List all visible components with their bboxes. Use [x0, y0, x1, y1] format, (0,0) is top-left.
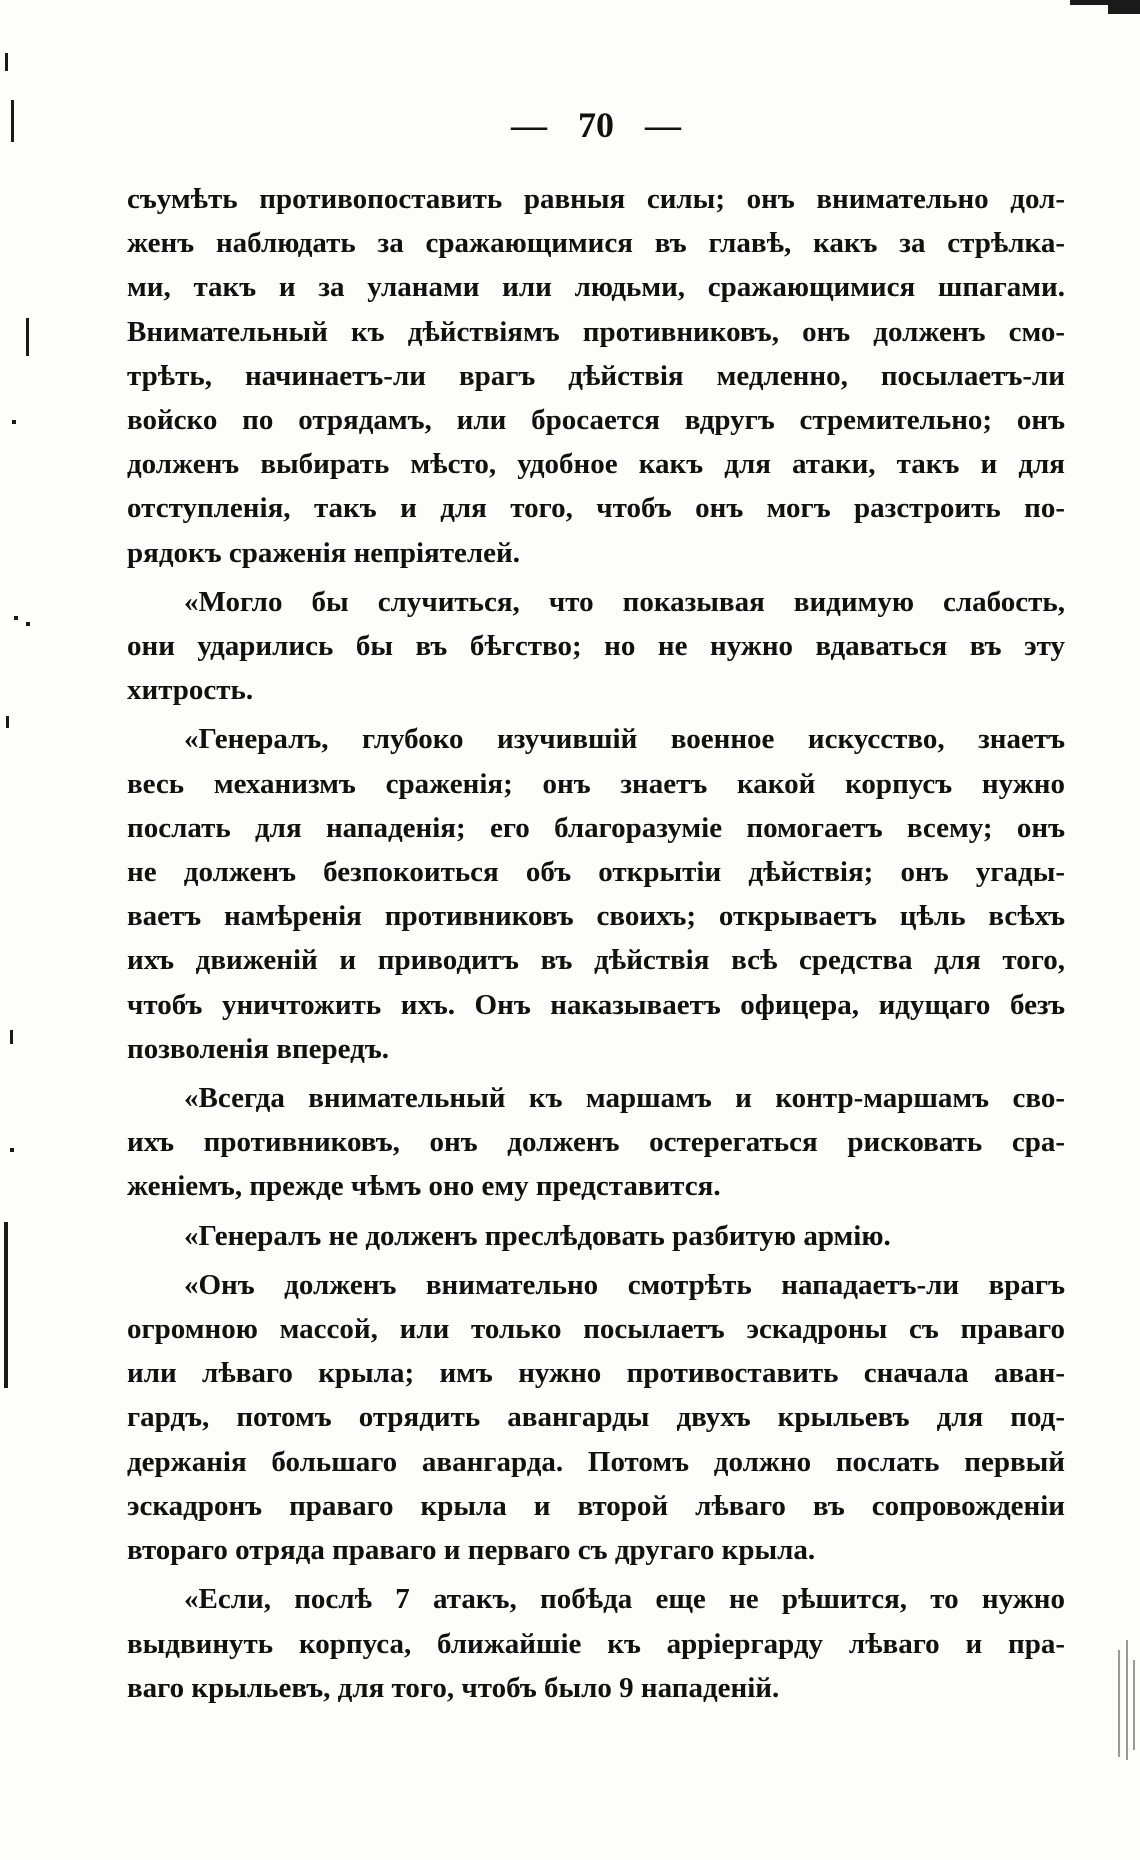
text-line: огромною массой, или только посылаетъ эскадроны съ праваго [127, 1313, 1065, 1346]
text-line: «Всегда внимательный къ маршамъ и контр-маршамъ сво- [184, 1082, 1065, 1115]
text-line: «Если, послѣ 7 атакъ, побѣда еще не рѣшится, то нужно [184, 1583, 1065, 1616]
paragraph [127, 1076, 1065, 1209]
paragraph [127, 1214, 1065, 1258]
text-line: «Онъ долженъ внимательно смотрѣть нападаетъ-ли врагъ [184, 1268, 1065, 1301]
text-line: позволенія впередъ. [127, 1032, 389, 1065]
scan-edge-mark [11, 100, 14, 142]
scan-edge-mark [26, 622, 30, 626]
text-line: держанія большаго авангарда. Потомъ должно послать первый [127, 1445, 1065, 1478]
paragraph [127, 177, 1065, 575]
paragraph [127, 1263, 1065, 1572]
text-line: долженъ выбирать мѣсто, удобное какъ для атаки, такъ и для [127, 448, 1065, 481]
text-line: «Генералъ не долженъ преслѣдовать разбитую армію. [184, 1219, 891, 1252]
paragraph [127, 717, 1065, 1071]
text-line: выдвинуть корпуса, ближайшіе къ арріергарду лѣваго и пра- [127, 1627, 1065, 1660]
body-text [127, 177, 1065, 1710]
text-line: ми, такъ и за уланами или людьми, сражающимися шпагами. [127, 271, 1065, 304]
text-line: ваго крыльевъ, для того, чтобъ было 9 нападеній. [127, 1671, 780, 1704]
text-line: ваетъ намѣренія противниковъ своихъ; открываетъ цѣль всѣхъ [127, 900, 1065, 933]
scan-edge-mark [4, 1222, 8, 1388]
page-number: — 70 — [511, 105, 681, 145]
scan-edge-mark [1126, 1640, 1128, 1760]
text-line: рядокъ сраженія непріятелей. [127, 536, 520, 569]
text-line: гардъ, потомъ отрядить авангарды двухъ крыльевъ для под- [127, 1401, 1065, 1434]
text-line: Внимательный къ дѣйствіямъ противниковъ, онъ долженъ смо- [127, 315, 1065, 348]
scan-edge-mark [1108, 0, 1140, 14]
text-line: ихъ движеній и приводитъ въ дѣйствія всѣ средства для того, [127, 944, 1065, 977]
text-line: съумѣть противопоставить равныя силы; онъ внимательно дол- [127, 183, 1065, 215]
text-line: «Генералъ, глубоко изучившій военное искусство, знаетъ [184, 723, 1065, 756]
text-line: втораго отряда праваго и перваго съ другаго крыла. [127, 1534, 816, 1567]
text-line: отступленія, такъ и для того, чтобъ онъ могъ разстроить по- [127, 492, 1065, 525]
text-line: не долженъ безпокоиться объ открытіи дѣйствія; онъ угады- [127, 856, 1065, 889]
text-line: весь механизмъ сраженія; онъ знаетъ какой корпусъ нужно [127, 767, 1065, 800]
scan-edge-mark [10, 1030, 13, 1044]
paragraph [127, 1577, 1065, 1710]
scan-edge-mark [1133, 1660, 1135, 1750]
scan-edge-mark [6, 716, 9, 728]
text-line: или лѣваго крыла; имъ нужно противоставить сначала аван- [127, 1357, 1065, 1390]
scan-edge-mark [12, 420, 16, 424]
text-line: трѣть, начинаетъ-ли врагъ дѣйствія медленно, посылаетъ-ли [127, 359, 1065, 392]
text-line: хитрость. [127, 674, 254, 707]
text-line: послать для нападенія; его благоразуміе помогаетъ всему; онъ [127, 811, 1065, 844]
text-line: войско по отрядамъ, или бросается вдругъ стремительно; онъ [127, 404, 1065, 437]
text-line: женіемъ, прежде чѣмъ оно ему представится. [127, 1170, 721, 1203]
text-line: женъ наблюдать за сражающимися въ главѣ, какъ за стрѣлка- [127, 227, 1065, 260]
scan-edge-mark [1070, 0, 1110, 5]
text-line: они ударились бы въ бѣгство; но не нужно вдаваться въ эту [127, 630, 1065, 663]
text-line: чтобъ уничтожить ихъ. Онъ наказываетъ офицера, идущаго безъ [127, 988, 1065, 1021]
scan-edge-mark [26, 318, 29, 356]
scan-edge-mark [1118, 1650, 1120, 1757]
text-line: «Могло бы случиться, что показывая видимую слабость, [184, 585, 1065, 618]
scan-edge-mark [14, 616, 18, 620]
text-line: эскадронъ праваго крыла и второй лѣваго въ сопровожденіи [127, 1489, 1065, 1522]
scan-edge-mark [10, 1148, 14, 1152]
scan-edge-mark [5, 53, 8, 71]
text-line: ихъ противниковъ, онъ долженъ остерегаться рисковать сра- [127, 1126, 1065, 1159]
paragraph [127, 580, 1065, 713]
